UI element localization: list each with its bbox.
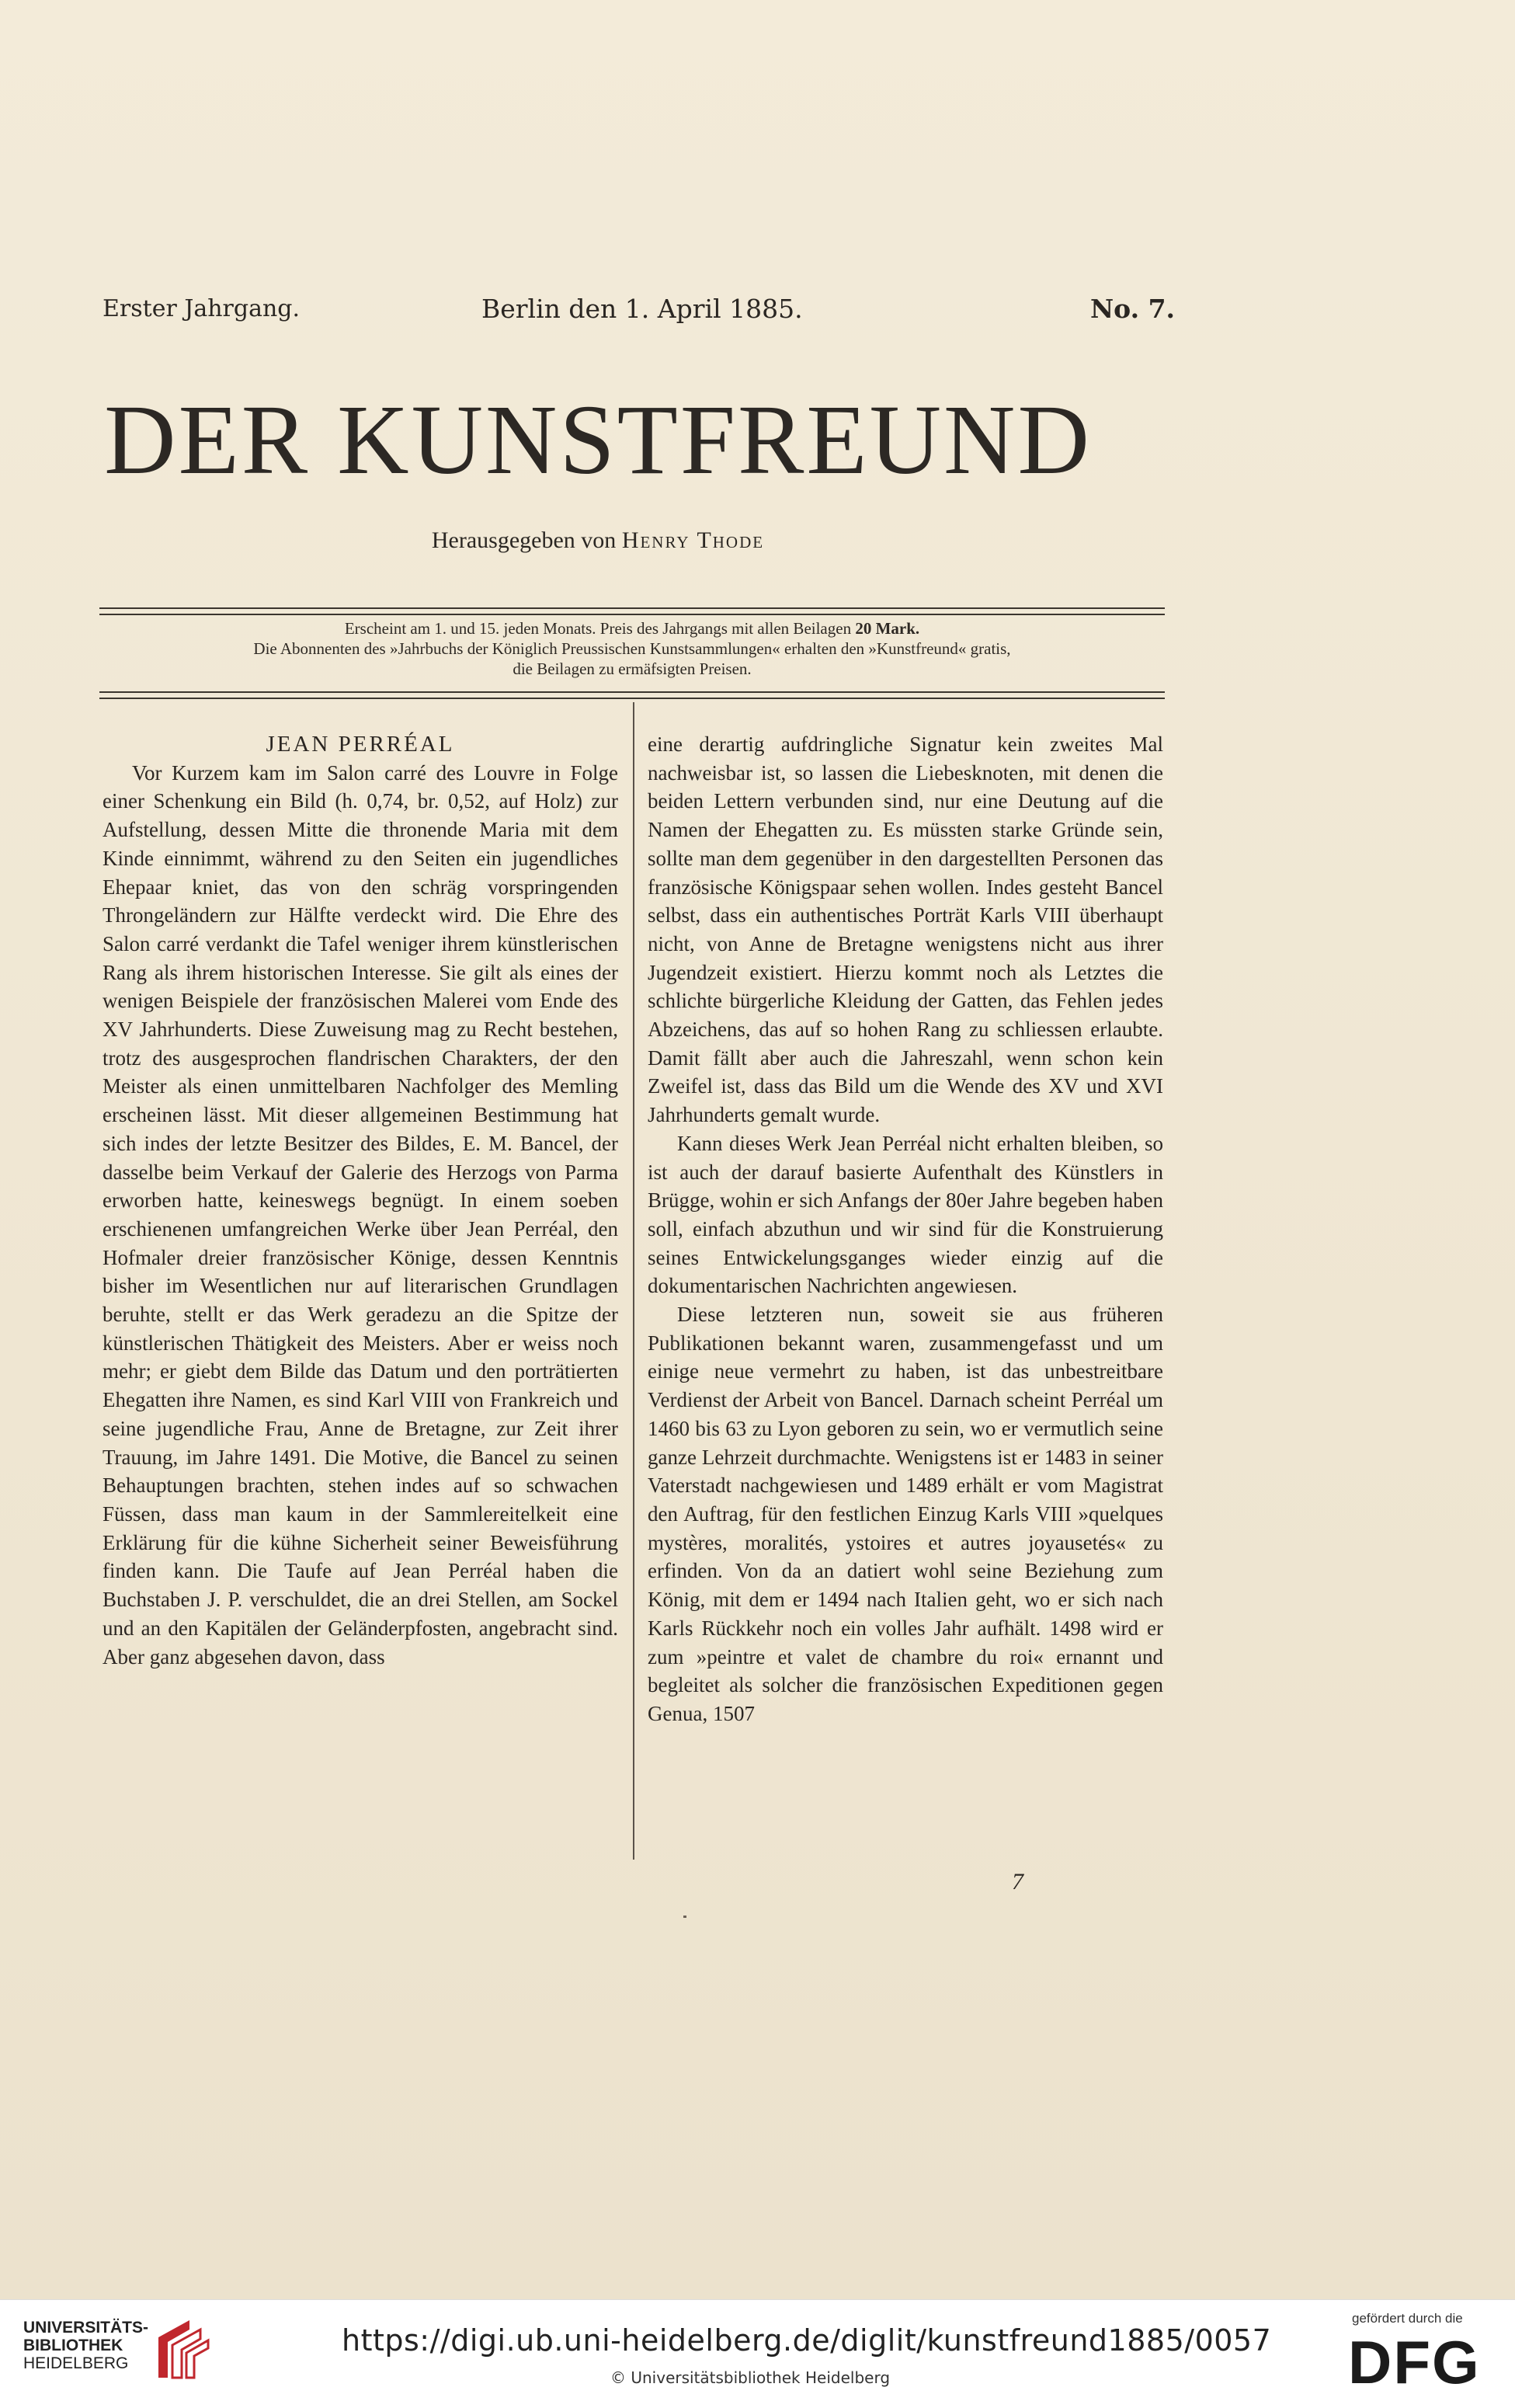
bottom-double-rule <box>99 691 1165 699</box>
right-paragraph-3: Diese letzteren nun, soweit sie aus früheren Publikationen bekannt waren, zusammengefasst und um einige neue vermehrt zu haben, ist das unbestreitbare Verdienst der Arbeit von Bancel. Darnach scheint Perréal um 1460 bis 63 zu Lyon geboren zu sein, wo er vermutlich seine ganze Lehrzeit durchmachte. Wenigstens ist er 1483 in seiner Vaterstadt nachgewiesen und 1489 erhält er vom Magistrat den Auftrag, für den festlichen Einzug Karls VIII »quelques mystères, moralités, ystoires et autres joyausetés« zu erfinden. Von da an datiert wohl seine Beziehung zum König, mit dem er 1494 nach Italien geht, wo er sich nach Karls Rückkehr noch ein volles Jahr aufhält. 1498 wird er zum »peintre et valet de chambre du roi« ernannt und begleitet als solcher die französischen Expeditionen gegen Genua, 1507 <box>648 1303 1163 1725</box>
right-column <box>648 730 1163 1728</box>
right-paragraph-1: eine derartig aufdringliche Signatur kein zweites Mal nachweisbar ist, so lassen die Liebesknoten, mit denen die beiden Lettern verbunden sind, nur eine Deutung auf die Namen der Ehegatten zu. Es müssten starke Gründe sein, sollte man dem gegenüber in den dargestellten Personen das französische Königspaar sehen wollen. Indes gesteht Bancel selbst, dass ein authentisches Porträt Karls VIII überhaupt nicht, von Anne de Bretagne wenigstens nicht aus ihrer Jugendzeit existiert. Hierzu kommt noch als Letztes die schlichte bürgerliche Kleidung der Gatten, das Fehlen jedes Abzeichens, das auf so hohen Rang zu schliessen erlaubte. Damit fällt aber auch die Jahreszahl, wenn schon kein Zweifel ist, dass das Bild um die Wende des XV und XVI Jahrhunderts gemalt wurde. <box>648 732 1163 1127</box>
library-name-line-2: BIBLIOTHEK <box>23 2337 123 2354</box>
notice-line-1 <box>99 618 1165 639</box>
editor-name: Henry Thode <box>621 527 765 553</box>
page-number: 7 <box>1012 1869 1023 1895</box>
notice-price: 20 Mark. <box>855 619 920 638</box>
permalink-url[interactable]: https://digi.ub.uni-heidelberg.de/diglit/kunstfreund1885/0057 <box>342 2323 1272 2358</box>
column-divider <box>633 702 634 1860</box>
copyright-notice: © Universitätsbibliothek Heidelberg <box>610 2368 891 2387</box>
masthead-title: DER KUNSTFREUND <box>104 385 1092 495</box>
library-name-line-1: UNIVERSITÄTS- <box>23 2319 149 2337</box>
left-paragraph-1: Vor Kurzem kam im Salon carré des Louvre in Folge einer Schenkung ein Bild (h. 0,74, br. 0,52, auf Holz) zur Aufstellung, dessen Mitte die thronende Maria mit dem Kinde einnimmt, während zu den Seiten ein jugendliches Ehepaar kniet, das von den schräg vorspringenden Throngeländern zur Hälfte verdeckt wird. Die Ehre des Salon carré verdankt die Tafel weniger ihrem künstlerischen Rang als ihrem historischen Interesse. Sie gilt als eines der wenigen Beispiele der französischen Malerei vom Ende des XV Jahrhunderts. Diese Zuweisung mag zu Recht bestehen, trotz des ausgesprochen flandrischen Charakters, der den Meister als einen unmittelbaren Nachfolger des Memling erscheinen lässt. Mit dieser allgemeinen Bestimmung hat sich indes der letzte Besitzer des Bildes, E. M. Bancel, der dasselbe beim Verkauf der Galerie des Herzogs von Parma erworben hatte, keineswegs begnügt. In einem soeben erschienenen umfangreichen Werke über Jean Perréal, den Hofmaler dreier französischer Könige, dessen Kenntnis bisher im Wesentlichen nur auf literarischen Grundlagen beruhte, stellt er das Werk geradezu an die Spitze der künstlerischen Thätigkeit des Meisters. Aber er weiss noch mehr; er giebt dem Bilde das Datum und den porträtierten Ehegatten ihre Namen, es sind Karl VIII von Frankreich und seine jugendliche Frau, Anne de Bretagne, zur Zeit ihrer Trauung, im Jahre 1491. Die Motive, die Bancel zu seinen Behauptungen brachten, stehen indes auf so schwachen Füssen, dass man kaum in der Sammlereitelkeit eine Erklärung für die kühne Sicherheit seiner Beweisführung finden kann. Die Taufe auf Jean Perréal haben die Buchstaben J. P. verschuldet, die an drei Stellen, am Sockel und an den Kapitälen der Geländerpfosten, angebracht sind. Aber ganz abgesehen davon, dass <box>103 760 618 1669</box>
editor-line <box>93 525 1103 556</box>
volume-label: Erster Jahrgang. <box>103 295 301 322</box>
right-paragraph-2: Kann dieses Werk Jean Perréal nicht erhalten bleiben, so ist auch der darauf basierte Aufenthalt des Künstlers in Brügge, wohin er sich Anfangs der 80er Jahre begeben haben soll, einfach abzuthun und wir sind für die Konstruierung seines Entwickelungsganges wieder einzig auf die dokumentarischen Nachrichten angewiesen. <box>648 1131 1163 1298</box>
notice-line-2: Die Abonnenten des »Jahrbuchs der Königlich Preussischen Kunstsammlungen« erhalten den »Kunstfreund« gratis, <box>253 639 1011 658</box>
paper-speck <box>683 1916 686 1918</box>
library-name-line-3: HEIDELBERG <box>23 2354 129 2372</box>
editor-prefix: Herausgegeben von <box>431 527 622 553</box>
sponsor-caption: gefördert durch die <box>1352 2311 1463 2326</box>
notice-line-1-text: Erscheint am 1. und 15. jeden Monats. Preis des Jahrgangs mit allen Beilagen <box>344 619 856 638</box>
article-title: JEAN PERRÉAL <box>266 732 455 757</box>
left-column <box>103 730 618 1671</box>
issue-date: Berlin den 1. April 1885. <box>481 294 803 324</box>
library-name <box>23 2319 148 2372</box>
library-logo-icon <box>152 2314 213 2384</box>
issue-number: No. 7. <box>1090 294 1176 324</box>
dfg-logo: DFG <box>1348 2328 1481 2396</box>
subscription-notice <box>99 618 1165 679</box>
library-footer <box>0 2299 1515 2408</box>
top-double-rule <box>99 607 1165 615</box>
notice-line-3: die Beilagen zu ermäfsigten Preisen. <box>513 659 752 678</box>
